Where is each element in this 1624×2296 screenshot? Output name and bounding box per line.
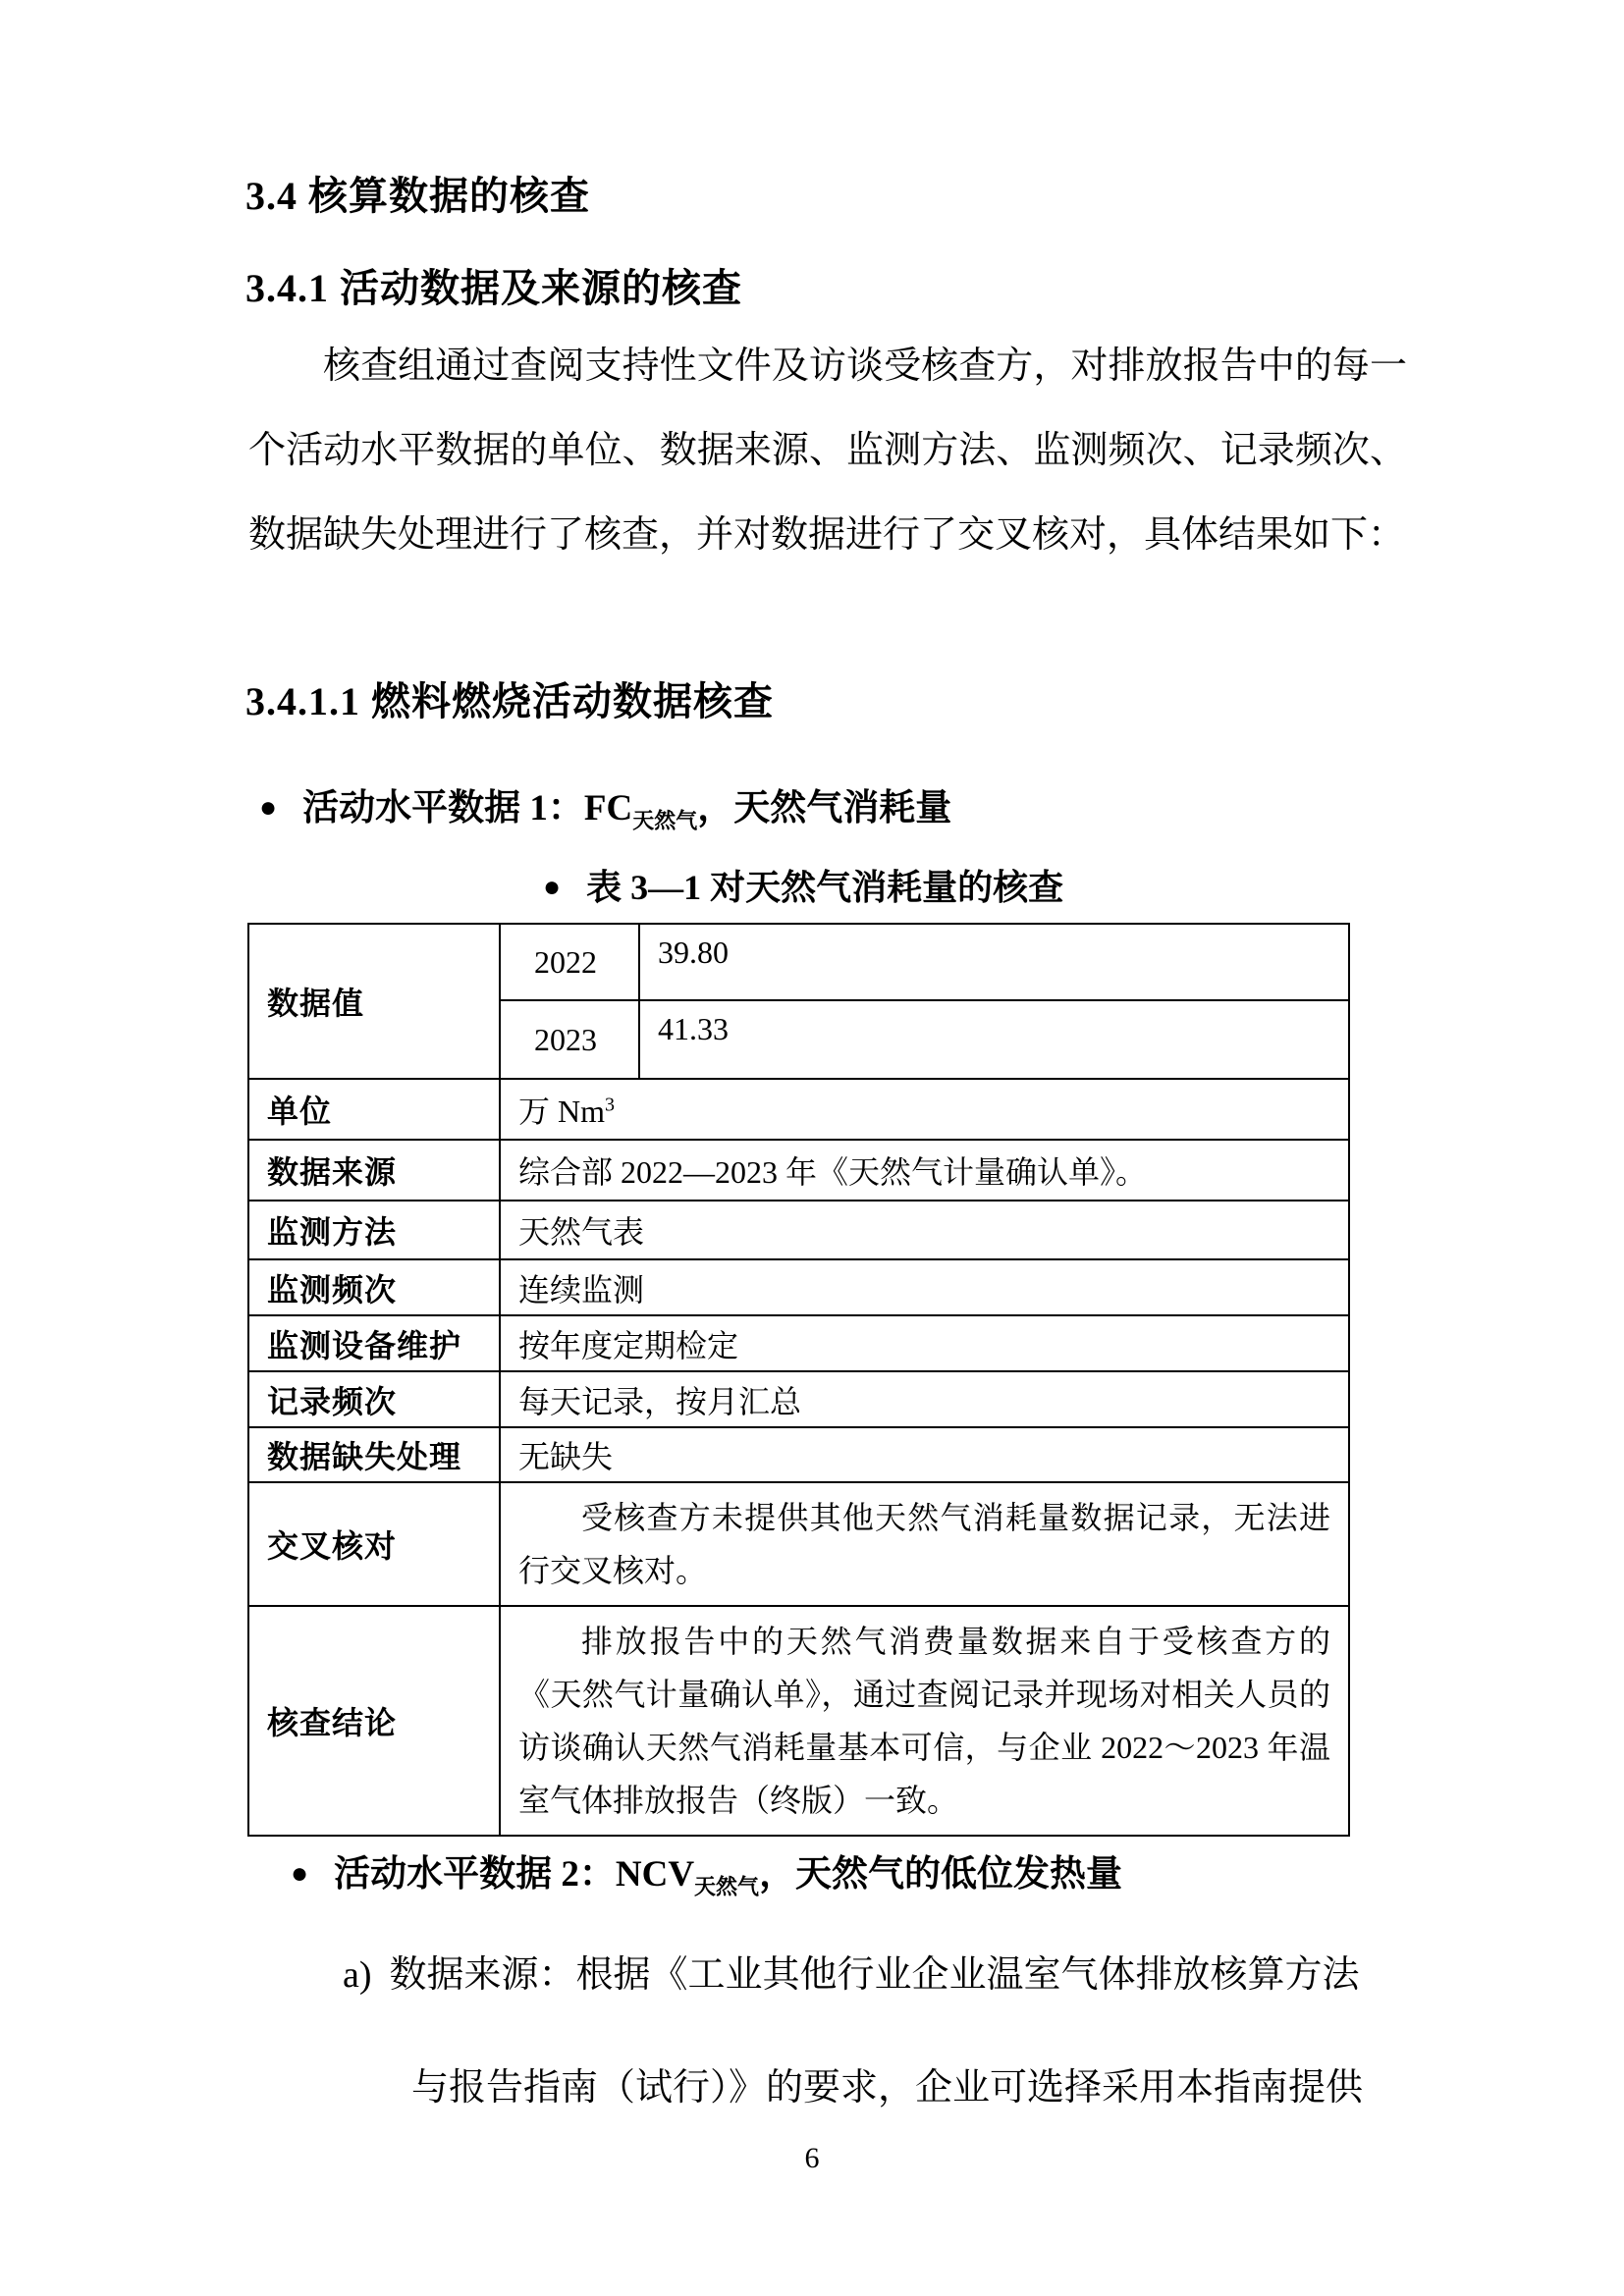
- monitoring-frequency-value-cell: 连续监测: [500, 1259, 1349, 1315]
- year-2022-cell: 2022: [500, 924, 639, 1000]
- activity-data-1-text: [302, 777, 951, 834]
- activity-data-1-subscript: 天然气: [632, 808, 698, 833]
- list-item-a-line2: 与报告指南（试行）》的要求，企业可选择采用本指南提供: [411, 2067, 1364, 2109]
- data-source-value-cell: 综合部 2022—2023 年《天然气计量确认单》。: [500, 1140, 1349, 1201]
- conclusion-value-cell: 排放报告中的天然气消费量数据来自于受核查方的《天然气计量确认单》，通过查阅记录并现场对相关人员的访谈确认天然气消耗量基本可信，与企业 2022～2023 年温室气体排放报告（终版）一致。: [500, 1606, 1349, 1836]
- list-item-a: [343, 1951, 1363, 2113]
- table-row: [248, 924, 1349, 1000]
- table-row: [248, 1259, 1349, 1315]
- page-number: 6: [804, 2142, 820, 2174]
- conclusion-label-cell: 核查结论: [248, 1606, 500, 1836]
- equipment-maintenance-label-cell: 监测设备维护: [248, 1315, 500, 1371]
- data-value-label-cell: 数据值: [248, 924, 500, 1079]
- table-3-1-title-text: 表 3—1 对天然气消耗量的核查: [586, 868, 1064, 907]
- list-item-a-line1: [343, 1951, 1363, 2000]
- section-heading-3-4-1-1: 3.4.1.1 燃料燃烧活动数据核查: [245, 679, 774, 723]
- activity-data-2-subscript: 天然气: [694, 1874, 760, 1899]
- record-frequency-label-cell: 记录频次: [248, 1371, 500, 1427]
- cross-check-value-cell: 受核查方未提供其他天然气消耗量数据记录，无法进行交叉核对。: [500, 1482, 1349, 1606]
- unit-superscript: 3: [605, 1094, 616, 1116]
- table-row: [248, 1201, 1349, 1259]
- cross-check-label-cell: 交叉核对: [248, 1482, 500, 1606]
- list-item-a-line1-text: 数据来源：根据《工业其他行业企业温室气体排放核算方法: [389, 1954, 1360, 1996]
- verification-table: [247, 923, 1350, 1837]
- table-row: [248, 1140, 1349, 1201]
- year-2023-cell: 2023: [500, 1000, 639, 1079]
- list-item-a-marker: a): [343, 1954, 372, 1996]
- intro-paragraph: 核查组通过查阅支持性文件及访谈受核查方，对排放报告中的每一个活动水平数据的单位、数据来源、监测方法、监测频次、记录频次、数据缺失处理进行了核查，并对数据进行了交叉核对，具体结果如下：: [248, 346, 1407, 556]
- unit-label-cell: 单位: [248, 1079, 500, 1140]
- data-source-label-cell: 数据来源: [248, 1140, 500, 1201]
- missing-data-label-cell: 数据缺失处理: [248, 1427, 500, 1482]
- equipment-maintenance-value-cell: 按年度定期检定: [500, 1315, 1349, 1371]
- record-frequency-value-cell: 每天记录，按月汇总: [500, 1371, 1349, 1427]
- table-row: [248, 1315, 1349, 1371]
- table-row: [248, 1371, 1349, 1427]
- monitoring-frequency-label-cell: 监测频次: [248, 1259, 500, 1315]
- table-row: [248, 1427, 1349, 1482]
- value-2022-cell: 39.80: [639, 924, 1349, 1000]
- bullet-icon: ●: [543, 871, 562, 903]
- unit-value-cell: [500, 1079, 1349, 1140]
- section-heading-3-4: 3.4 核算数据的核查: [245, 174, 590, 218]
- table-row: [248, 1606, 1349, 1836]
- bullet-icon: ●: [259, 791, 278, 824]
- section-heading-3-4-1: 3.4.1 活动数据及来源的核查: [245, 266, 742, 310]
- activity-data-1-rest: ，天然气消耗量: [697, 788, 952, 828]
- missing-data-value-cell: 无缺失: [500, 1427, 1349, 1482]
- monitoring-method-value-cell: 天然气表: [500, 1201, 1349, 1259]
- monitoring-method-label-cell: 监测方法: [248, 1201, 500, 1259]
- value-2023-cell: 41.33: [639, 1000, 1349, 1079]
- bullet-icon: ●: [291, 1857, 309, 1890]
- activity-data-2-rest: ，天然气的低位发热量: [759, 1854, 1123, 1895]
- table-3-1-title: [543, 860, 1063, 910]
- table-row: [248, 1482, 1349, 1606]
- unit-prefix: 万 Nm: [518, 1094, 606, 1129]
- table-row: [248, 1079, 1349, 1140]
- activity-data-2-bullet: [291, 1843, 1122, 1900]
- activity-data-1-label: 活动水平数据 1：FC: [302, 788, 633, 828]
- activity-data-2-text: [334, 1843, 1122, 1900]
- activity-data-2-label: 活动水平数据 2：NCV: [334, 1854, 695, 1895]
- activity-data-1-bullet: [259, 777, 951, 834]
